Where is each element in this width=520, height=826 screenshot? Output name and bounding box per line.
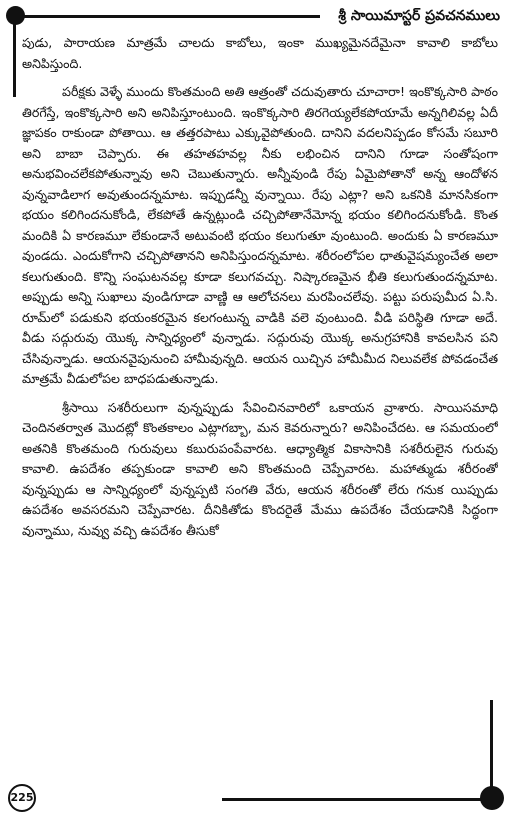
paragraph-continuation: పుడు, పారాయణ మాత్రమే చాలదు కాబోలు, ఇంకా ముఖ్యమైనదేమైనా కావాలి కాబోలు అనిపిస్తుంది.	[22, 35, 498, 71]
running-header-title: శ్రీ సాయిమాస్టర్ ప్రవచనములు	[338, 8, 500, 24]
paragraph-sai-devotee: శ్రీసాయి సశరీరులుగా వున్నప్పుడు సేవించినవారిలో ఒకాయన వ్రాశారు. సాయిసమాధి చెందినతర్వాత మొదట్లో కొంతకాలం ఎట్లాగబ్బా, మన కెవరున్నారు? అనిపించేదట. ఆ సమయంలో అతనికి కొంతమంది గురువులు కబురుపంపేవారట. ఆధ్యాత్మిక వికాసానికి సశరీరులైన గురువు కావాలి. ఉపదేశం తప్పకుండా కావాలి అని కొంతమంది చెప్పేవారట. మహాత్ముడు శరీరంతో వున్నప్పుడు ఆ సాన్నిధ్యంలో వున్నప్పటి సంగతి వేరు, ఆయన శరీరంతో లేరు గనుక యిప్పుడు ఉపదేశం అవసరమని చెప్పేవారట. దీనికితోడు కొందరైతే మేము ఉపదేశం చేయడానికి సిద్ధంగా వున్నాము, నువ్వు వచ్చి ఉపదేశం తీసుకో	[22, 399, 498, 538]
page-number: 225	[8, 784, 36, 812]
ornament-left-rule	[13, 24, 16, 97]
body-text	[22, 33, 498, 788]
ornament-bottom-dot	[480, 786, 504, 810]
ornament-right-rule	[490, 700, 493, 788]
paragraph-exam-anxiety: పరీక్షకు వెళ్ళే ముందు కొంతమంది అతి ఆత్రంతో చదువుతారు చూచారా! ఇంకొక్కసారి పాఠం తిరగేస్తే, ఇంకొక్కసారి అని అనిపిస్తూంటుంది. ఇంకొక్కసారి తిరగెయ్యలేకపోయామే అన్నగిలివల్ల ఏదీ జ్ఞాపకం రాకుండా పోతాయి. ఆ తత్తరపాటు ఎక్కువైపోతుంది. దానిని వదలనిప్పడం కోసమే సబూరి అని బాబా చెప్పారు. ఈ తహతహవల్ల నీకు లభించిన దానిని గూడా సంతోషంగా అనుభవించలేకపోతున్నావు అని చెబుతున్నారు. అన్నీవుండి రేపు ఏమైపోతానో అన్న ఆందోళన వున్నవాడిలాగ అవుతుందన్నమాట. ఇప్పుడన్నీ వున్నాయి. రేపు ఎట్లా? అని ఒకనికి మానసికంగా భయం కలిగిందనుకోండి, లేకపోతే ఉన్నట్లుండి చచ్చిపోతానేమోన్న భయం కలిగిందనుకోండి. కొంత మందికి ఏ కారణమూ లేకుండానే అటువంటి భయం కలుగుతూ వుంటుంది. అందుకు ఏ కారణమూ వుండదు. ఎందుకోగాని చచ్చిపోతానని అనిపిస్తుందన్నమాట. శరీరంలోపల ధాతువైషమ్యంచేత అలా కలుగుతుంది. కొన్ని సంఘటనవల్ల కూడా కలుగవచ్చు. నిష్కారణమైన భీతి కలుగుతుందన్నమాట. అప్పుడు అన్ని సుఖాలు వుండిగూడా వాణ్ణి ఆ ఆలోచనలు మరపించలేవు. పట్టు పరుపుమీద ఏ.సి. రూమ్‌లో పడుకుని భయంకరమైన కలగంటున్న వాడికి వలె వుంటుంది. వీడి పరిస్థితి గూడా అదే. వీడు సద్గురువు యొక్క సాన్నిధ్యంలో వున్నాడు. సద్గురువు యొక్క అనుగ్రహానికి కావలసిన పని చేసివున్నాడు. ఆయనవైపునుంచి హామీవున్నది. ఆయన యిచ్చిన హామీమీద నిలువలేక పోవడంచేత మాత్రమే వీడులోపల బాధపడుతున్నాడు.	[22, 84, 498, 386]
ornament-bottom-rule	[222, 798, 492, 801]
ornament-top-rule	[20, 15, 320, 18]
